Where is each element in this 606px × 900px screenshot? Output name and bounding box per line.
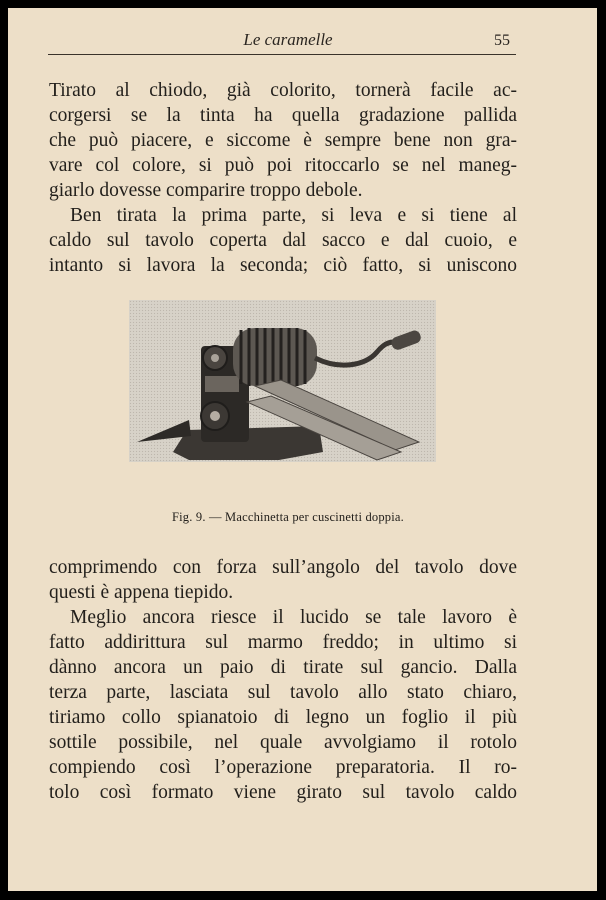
- roller-axle: [211, 354, 219, 362]
- text-line: Meglio ancora riesce il lucido se tale lavoro è: [70, 607, 517, 628]
- text-line: fatto addirittura sul marmo freddo; in ultimo si: [49, 632, 517, 653]
- text-line: terza parte, lasciata sul tavolo allo stato chiaro,: [49, 682, 517, 703]
- frame-plate: [205, 376, 239, 392]
- text-line: vare col colore, si può poi ritoccarlo se nel maneg-: [49, 155, 517, 176]
- machine-illustration: [129, 300, 436, 462]
- text-line: che può piacere, e siccome è sempre bene non gra-: [49, 130, 517, 151]
- paragraph-block-bottom: [49, 555, 517, 805]
- text-line: Ben tirata la prima parte, si leva e si tiene al: [70, 205, 517, 226]
- text-line: dànno ancora un paio di tirate sul gancio. Dalla: [49, 657, 517, 678]
- text-line: comprimendo con forza sull’angolo del tavolo dove: [49, 557, 517, 578]
- figure-caption: Fig. 9. — Macchinetta per cuscinetti doppia.: [171, 510, 404, 524]
- text-line: Tirato al chiodo, già colorito, tornerà facile ac-: [49, 80, 517, 101]
- text-line: corgersi se la tinta ha quella gradazione pallida: [49, 105, 517, 126]
- candy-machine-drawing: [129, 300, 436, 462]
- text-line: giarlo dovesse comparire troppo debole.: [49, 180, 363, 201]
- crank-arm: [315, 342, 401, 365]
- paragraph-block-top: [49, 78, 517, 278]
- running-header-title: Le caramelle: [243, 30, 333, 49]
- text-line: tiriamo collo spianatoio di legno un foglio il più: [49, 707, 517, 728]
- text-line: caldo sul tavolo coperta dal sacco e dal cuoio, e: [49, 230, 517, 251]
- crank-handle: [390, 329, 423, 351]
- text-line: sottile possibile, nel quale avvolgiamo il rotolo: [49, 732, 517, 753]
- text-line: questi è appena tiepido.: [49, 582, 234, 603]
- text-line: intanto si lavora la seconda; ciò fatto, si uniscono: [49, 255, 517, 276]
- book-page: [8, 8, 597, 891]
- lower-axle: [210, 411, 220, 421]
- header-rule: [48, 54, 516, 55]
- text-line: compiendo così l’operazione preparatoria. Il ro-: [49, 757, 517, 778]
- text-line: tolo così formato viene girato sul tavolo caldo: [49, 782, 517, 803]
- page-number: 55: [494, 32, 510, 49]
